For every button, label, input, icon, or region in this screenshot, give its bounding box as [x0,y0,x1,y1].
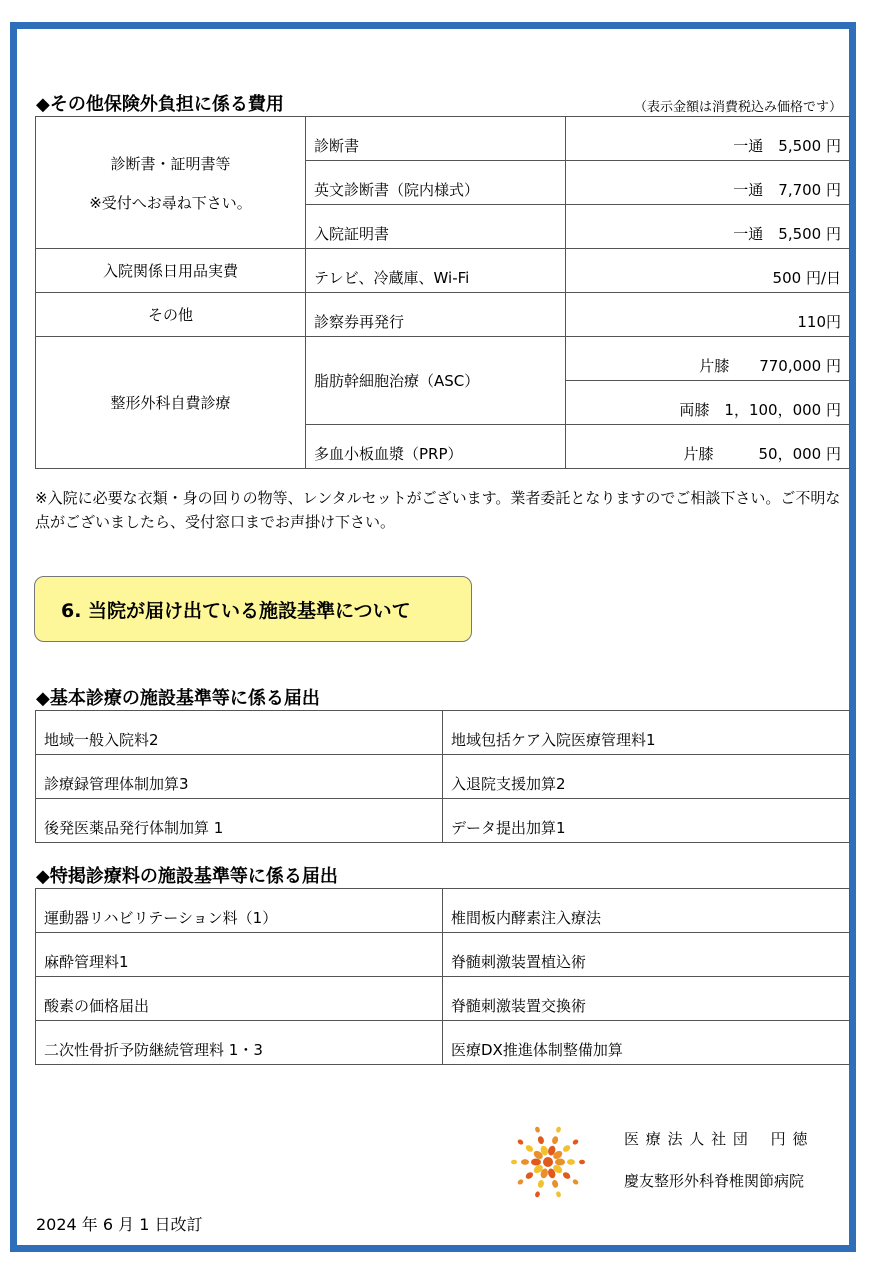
basic-standards-heading: ◆基本診療の施設基準等に係る届出 [36,688,320,709]
logo-ray-segment [521,1159,529,1165]
table-row [36,117,850,161]
category-cell: その他 [36,293,306,337]
price-cell: 一通 5,500 円 [566,117,850,161]
standard-cell: 脊髄刺激装置植込術 [443,933,850,977]
standard-cell: 麻酔管理料1 [36,933,443,977]
price-cell: 片膝 50，000 円 [566,425,850,469]
hospital-logo-icon [506,1120,590,1204]
tax-note: （表示金額は消費税込み価格です） [633,100,842,115]
price-cell: 片膝 770,000 円 [566,337,850,381]
logo-ray-segment [579,1160,585,1165]
table-row [36,337,850,381]
standard-cell: 酸素の価格届出 [36,977,443,1021]
logo-core [543,1157,553,1167]
table-row [36,755,850,799]
price-cell: 一通 7,700 円 [566,161,850,205]
revision-date: 2024 年 6 月 1 日改訂 [36,1215,203,1234]
section6-title-box [34,576,472,642]
logo-ray-segment [562,1171,572,1180]
section6-title: 6. 当院が届け出ている施設基準について [61,599,411,622]
logo-ray-segment [517,1178,525,1185]
logo-ray-segment [534,1126,540,1133]
logo-ray-segment [551,1135,559,1144]
table-row [36,933,850,977]
special-standards-table [35,888,850,1065]
standard-cell: 運動器リハビリテーション料（1） [36,889,443,933]
item-cell: 脂肪幹細胞治療（ASC） [306,337,566,425]
table-row [36,249,850,293]
table-row [36,799,850,843]
org-name-line1: 医 療 法 人 社 団 円 徳 [624,1130,809,1148]
logo-ray-segment [517,1138,525,1145]
standard-cell: 二次性骨折予防継続管理料 1・3 [36,1021,443,1065]
category-label: 診断書・証明書等 [110,154,231,173]
standard-cell: 後発医薬品発行体制加算 1 [36,799,443,843]
standard-cell: 入退院支援加算2 [443,755,850,799]
logo-ray-segment [551,1179,559,1188]
standard-cell: データ提出加算1 [443,799,850,843]
price-cell: 一通 5,500 円 [566,205,850,249]
price-cell: 両膝 1，100，000 円 [566,381,850,425]
standard-cell: 椎間板内酵素注入療法 [443,889,850,933]
logo-ray-segment [562,1144,572,1153]
logo-ray-segment [524,1171,534,1180]
standard-cell: 脊髄刺激装置交換術 [443,977,850,1021]
fees-table [35,116,850,469]
item-cell: 診断書 [306,117,566,161]
org-name-line2: 慶友整形外科脊椎関節病院 [624,1172,805,1190]
table-row [36,1021,850,1065]
category-cell [36,117,306,249]
item-cell: 入院証明書 [306,205,566,249]
item-cell: テレビ、冷蔵庫、Wi-Fi [306,249,566,293]
table-row [36,293,850,337]
price-cell: 110円 [566,293,850,337]
standard-cell: 医療DX推進体制整備加算 [443,1021,850,1065]
logo-ray-segment [524,1144,534,1153]
rental-note: ※入院に必要な衣類・身の回りの物等、レンタルセットがございます。業者委託となりますのでご相談下さい。ご不明な点がございましたら、受付窓口までお声掛け下さい。 [35,489,841,531]
standard-cell: 地域包括ケア入院医療管理料1 [443,711,850,755]
table-row [36,711,850,755]
item-cell: 英文診断書（院内様式） [306,161,566,205]
logo-ray-segment [537,1179,545,1188]
standard-cell: 診療録管理体制加算3 [36,755,443,799]
logo-ray-segment [567,1159,575,1165]
fees-heading: ◆その他保険外負担に係る費用 [36,94,284,115]
logo-ray-segment [534,1191,540,1198]
logo-ray-segment [555,1159,565,1166]
category-cell: 整形外科自費診療 [36,337,306,469]
logo-ray-segment [572,1178,580,1185]
table-row [36,977,850,1021]
table-row [36,889,850,933]
category-cell: 入院関係日用品実費 [36,249,306,293]
special-standards-heading: ◆特掲診療料の施設基準等に係る届出 [36,866,338,887]
item-cell: 多血小板血漿（PRP） [306,425,566,469]
logo-ray-segment [555,1191,561,1198]
logo-ray-segment [537,1135,545,1144]
basic-standards-table [35,710,850,843]
logo-ray-segment [511,1160,517,1165]
price-cell: 500 円/日 [566,249,850,293]
standard-cell: 地域一般入院料2 [36,711,443,755]
logo-ray-segment [531,1159,541,1166]
logo-ray-segment [572,1138,580,1145]
category-note: ※受付へお尋ね下さい。 [89,193,252,212]
logo-ray-segment [555,1126,561,1133]
item-cell: 診察券再発行 [306,293,566,337]
